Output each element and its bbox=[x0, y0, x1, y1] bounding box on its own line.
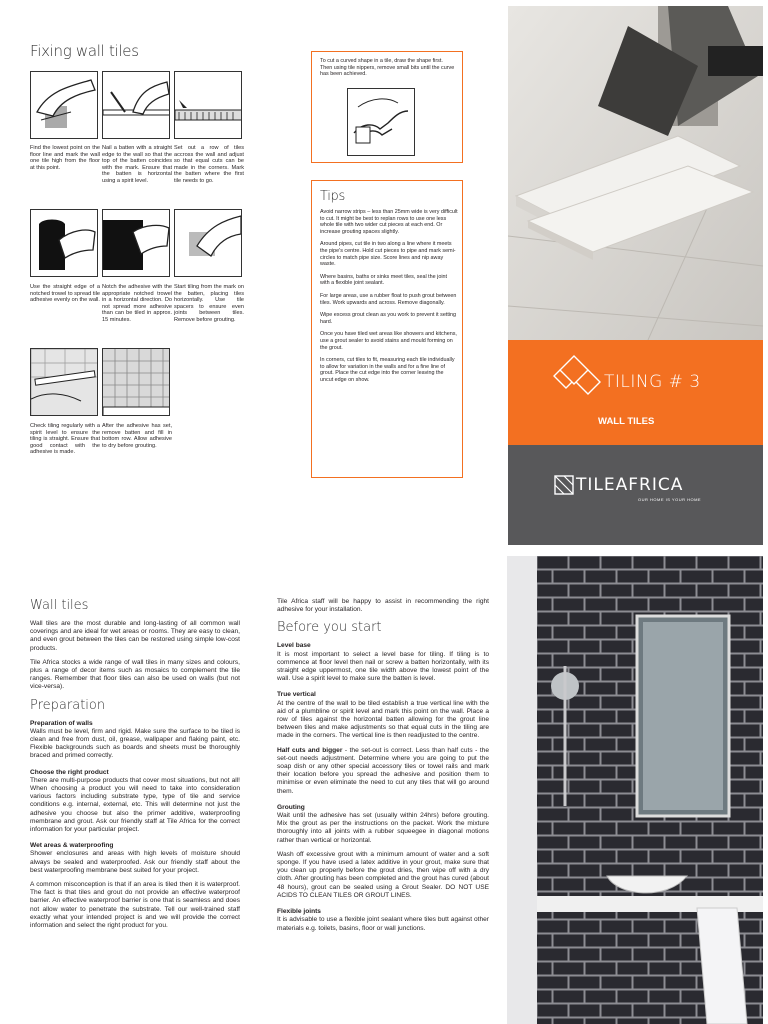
wall-tile bbox=[553, 710, 584, 723]
illustration-mark-wall bbox=[30, 71, 98, 139]
wall-tile bbox=[745, 934, 763, 947]
wall-tile bbox=[585, 794, 616, 807]
wall-tile bbox=[537, 948, 568, 961]
wall-tile bbox=[601, 976, 632, 989]
wall-tile bbox=[569, 584, 600, 597]
wall-tile bbox=[569, 556, 600, 569]
staff-assist-text: Tile Africa staff will be happy to assist in recommending the right adhesive for your installation. bbox=[277, 598, 489, 614]
wall-tile bbox=[633, 948, 664, 961]
true-vertical-heading: True vertical bbox=[277, 691, 316, 699]
wall-tile bbox=[729, 780, 760, 793]
wall-tile bbox=[729, 696, 760, 709]
half-cuts-heading: Half cuts and bigger bbox=[277, 746, 343, 754]
wall-tile bbox=[633, 556, 664, 569]
wall-tile bbox=[585, 822, 616, 835]
wall-tile bbox=[729, 668, 760, 681]
wall-tile bbox=[537, 808, 568, 821]
wall-tile bbox=[569, 976, 600, 989]
wall-tile bbox=[537, 584, 568, 597]
illustration-set-out-row bbox=[174, 71, 242, 139]
wall-tile bbox=[569, 836, 600, 849]
tileafrica-logo-icon bbox=[554, 475, 574, 495]
wall-tile bbox=[681, 850, 712, 863]
wall-tile bbox=[729, 612, 760, 625]
wall-tile bbox=[649, 598, 680, 611]
illustration-spirit-level bbox=[30, 348, 98, 416]
wall-tile bbox=[585, 710, 616, 723]
wall-tile bbox=[537, 780, 568, 793]
wall-tile bbox=[601, 668, 632, 681]
wall-tile bbox=[761, 752, 763, 765]
wall-tile bbox=[633, 836, 664, 849]
prep-product-text: There are multi-purpose products that cover most situations, but not all! When choosing a product you will need to take into consideration various factors including substrate type, type of tile and service conditions e.g. internal, external, etc. This will determine not just the adhesive you choose but also the primer additive, waterproofing membrane and grout. Ask our friendly staff at Tile Africa for the correct information for your particular project. bbox=[30, 776, 240, 834]
wall-tile bbox=[649, 570, 680, 583]
wall-tile bbox=[601, 1004, 632, 1017]
wall-tile bbox=[553, 654, 584, 667]
wall-tile bbox=[569, 724, 600, 737]
wall-tile bbox=[617, 598, 648, 611]
wall-tile bbox=[537, 1004, 568, 1017]
tip-item: Where basins, baths or sinks meet tiles, seal the joint with a flexible joint sealant. bbox=[320, 273, 448, 287]
wall-tile bbox=[585, 1018, 616, 1024]
wall-tile bbox=[729, 724, 760, 737]
wall-tile bbox=[633, 920, 664, 933]
wall-tile bbox=[553, 598, 584, 611]
wall-tile bbox=[537, 752, 568, 765]
wall-tile bbox=[761, 780, 763, 793]
wall-tile bbox=[761, 948, 763, 961]
wall-tile bbox=[569, 780, 600, 793]
wall-tile bbox=[585, 570, 616, 583]
prep-walls-heading: Preparation of walls bbox=[30, 719, 93, 727]
wall-tile bbox=[537, 836, 568, 849]
curve-cut-text: To cut a curved shape in a tile, draw the shape first. Then using tile nippers, remove small bits until the curve has been achieved. bbox=[320, 58, 455, 78]
wall-tile bbox=[585, 738, 616, 751]
wall-tile bbox=[713, 822, 744, 835]
wall-tile bbox=[553, 626, 584, 639]
wall-tile bbox=[729, 584, 760, 597]
wall-tile bbox=[553, 794, 584, 807]
wall-tile bbox=[633, 1004, 664, 1017]
wall-tile bbox=[617, 850, 648, 863]
wall-tile bbox=[665, 584, 696, 597]
tips-list bbox=[320, 209, 458, 389]
wall-tile bbox=[601, 752, 632, 765]
prep-walls-text: Walls must be level, firm and rigid. Make sure the surface to be tiled is clean and free from dust, oil, grease, wallpaper and flaking paint, etc. Flexible backgrounds such as boards and sheets must be thoroughly braced and primed correctly. bbox=[30, 727, 240, 760]
wall-tile bbox=[617, 570, 648, 583]
wall-tile bbox=[745, 682, 763, 695]
wall-tile bbox=[537, 976, 568, 989]
wall-tile bbox=[553, 990, 584, 1003]
wall-tile bbox=[745, 850, 763, 863]
wall-tile bbox=[729, 752, 760, 765]
wall-tile bbox=[601, 948, 632, 961]
wall-tile bbox=[617, 962, 648, 975]
wall-tile bbox=[537, 556, 568, 569]
wall-tile bbox=[553, 934, 584, 947]
wall-tile bbox=[761, 696, 763, 709]
wall-tile bbox=[569, 640, 600, 653]
illustration-nail-batten bbox=[102, 71, 170, 139]
fixing-title: Fixing wall tiles bbox=[30, 42, 139, 60]
wall-tile bbox=[601, 556, 632, 569]
wall-tile bbox=[569, 864, 600, 877]
half-cuts-text: - the set-out is correct. Less than half cuts - the set-out needs adjustment. Determine where you are going to put the soap dish or any other special accessory tiles or towel rails and mark their location before you spread the adhesive and position them to minimise or even eliminate the need to cut any tiles that will go around them. bbox=[277, 746, 489, 795]
wall-tile bbox=[601, 864, 632, 877]
wall-tile bbox=[729, 640, 760, 653]
tip-item: In corners, cut tiles to fit, measuring each tile individually to allow for variation in the walls and for a fine line of grout. Place the cut edge into the corner leaving the uncut edge on show. bbox=[320, 357, 455, 383]
wall-tile bbox=[665, 1004, 696, 1017]
wall-tile bbox=[729, 556, 760, 569]
wall-tile bbox=[601, 640, 632, 653]
prep-wet-heading: Wet areas & waterproofing bbox=[30, 842, 114, 850]
wall-tile bbox=[761, 584, 763, 597]
wall-tile bbox=[697, 864, 728, 877]
wall-tile bbox=[585, 766, 616, 779]
wall-tile bbox=[601, 780, 632, 793]
wall-tile bbox=[585, 598, 616, 611]
wall-tile bbox=[665, 864, 696, 877]
wall-tile bbox=[569, 920, 600, 933]
wall-tile bbox=[761, 640, 763, 653]
wall-tile bbox=[745, 794, 763, 807]
wall-tile bbox=[745, 822, 763, 835]
wall-tile bbox=[537, 640, 568, 653]
wall-tile bbox=[601, 584, 632, 597]
photo-bathroom bbox=[507, 556, 763, 1024]
tiling-logo-icon bbox=[552, 354, 608, 400]
wall-tile bbox=[665, 920, 696, 933]
wall-tile bbox=[569, 612, 600, 625]
curve-cut-box bbox=[311, 51, 463, 163]
wall-tile bbox=[745, 654, 763, 667]
wall-tile bbox=[569, 1004, 600, 1017]
before-start-heading: Before you start bbox=[277, 620, 382, 636]
wall-tile bbox=[553, 850, 584, 863]
wall-tile bbox=[697, 836, 728, 849]
wall-tile bbox=[745, 1018, 763, 1024]
flexible-joints-heading: Flexible joints bbox=[277, 908, 321, 916]
wall-tile bbox=[745, 962, 763, 975]
wall-tile bbox=[649, 1018, 680, 1024]
wall-tile bbox=[601, 696, 632, 709]
wall-tiles-heading: Wall tiles bbox=[30, 598, 89, 613]
wall-tile bbox=[569, 696, 600, 709]
wall-tile bbox=[745, 626, 763, 639]
brand-name: TILEAFRICA bbox=[576, 475, 684, 495]
wall-tile bbox=[649, 822, 680, 835]
wash-off-text: Wash off excessive grout with a minimum amount of water and a soft sponge. If you have used a latex additive in your grout, make sure that you clean up properly before the grout dries, then wipe off with a dry cloth. After grouting has been completed and the grout has cured (about 48 hours), grout can be sealed using a Grout Sealer. DO NOT USE ACIDS TO CLEAN TILES OR GROUT LINES. bbox=[277, 850, 489, 899]
preparation-heading: Preparation bbox=[30, 697, 106, 713]
wall-tile bbox=[649, 990, 680, 1003]
wall-tile bbox=[601, 920, 632, 933]
wall-tile bbox=[713, 878, 744, 891]
wall-tile bbox=[649, 850, 680, 863]
flexible-joints-text: It is advisable to use a flexible joint sealant where tiles butt against other materials e.g. toilets, basins, floor or wall junctions. bbox=[277, 916, 489, 932]
level-base-text: It is most important to select a level base for tiling. If tiling is to commence at floor level then nail or screw a batten horizontally, with its straight edge uppermost, one tile width above the lowest point of the wall. Use a spirit level to make sure the batten is level. bbox=[277, 650, 489, 683]
wall-tiles-paragraph: Tile Africa stocks a wide range of wall tiles in many sizes and colours, plus a range of decor items such as mosaics to complement the tile ranges. Remember that floor tiles can also be used on walls (but not vice-versa). bbox=[30, 658, 240, 691]
wall-tile bbox=[585, 990, 616, 1003]
wall-tile bbox=[761, 1004, 763, 1017]
wall-tile bbox=[761, 976, 763, 989]
before-you-start-column bbox=[277, 598, 489, 939]
wall-tile bbox=[761, 724, 763, 737]
wall-tile bbox=[601, 724, 632, 737]
true-vertical-text: At the centre of the wall to be tiled establish a true vertical line with the aid of a plumbline or spirit level and mark this point on the wall. Place a row of tiles against the horizontal batten allowing for the grout line between tiles and make adjustments so that equal cuts in the tiling are made in the corners. The vertical line is then readjusted to the centre. bbox=[277, 699, 489, 740]
caption-step-1: Find the lowest point on the floor line and mark the wall one tile high from the floor at this point. bbox=[30, 145, 100, 171]
wall-tiles-column bbox=[30, 596, 240, 936]
wall-tile bbox=[553, 822, 584, 835]
caption-step-7: Check tiling regularly with a spirit level to ensure the tiling is straight. Ensure that good contact with the adhesive is made. bbox=[30, 423, 100, 456]
caption-step-3: Set out a row of tiles accross the wall and adjust so that equal cuts can be made in the corners. Mark the batten where the first tile needs to go. bbox=[174, 145, 244, 184]
wall-tile bbox=[713, 570, 744, 583]
wall-tile bbox=[537, 612, 568, 625]
prep-wet-text: Shower enclosures and areas with high levels of moisture should always be sealed and waterproofed. Ask our friendly staff about the best waterproofing membrane best suited for your project. bbox=[30, 850, 240, 874]
brand-panel bbox=[508, 445, 763, 545]
tip-item: For large areas, use a rubber float to push grout between tiles. Work upwards and across. Remove diagonally. bbox=[320, 292, 457, 306]
wall-tile bbox=[665, 836, 696, 849]
level-base-heading: Level base bbox=[277, 642, 311, 650]
tip-item: Avoid narrow strips – less than 25mm wide is very difficult to cut. It might be best to replan rows to use one less whole tile with two wider cut pieces at each end. Or increase grouting spaces slightly. bbox=[320, 209, 458, 235]
wall-tile bbox=[761, 920, 763, 933]
tip-item: Wipe excess grout clean as you work to prevent it setting hard. bbox=[320, 312, 457, 325]
prep-product-heading: Choose the right product bbox=[30, 768, 109, 776]
wall-tile bbox=[553, 878, 584, 891]
grouting-text: Wait until the adhesive has set (usually within 24hrs) before grouting. Mix the grout as per the instructions on the packet. Work the mixture thoroughly into all joints with a rubber squeegee in diagonal motions rather than vertical or horizontal. bbox=[277, 812, 489, 844]
wall-tile bbox=[681, 822, 712, 835]
wall-tile bbox=[665, 976, 696, 989]
wall-tile bbox=[665, 948, 696, 961]
wall-tile bbox=[681, 570, 712, 583]
wall-tile bbox=[761, 864, 763, 877]
wall-tile bbox=[761, 836, 763, 849]
wall-tile bbox=[681, 878, 712, 891]
wall-tile bbox=[745, 710, 763, 723]
wall-tile bbox=[537, 724, 568, 737]
wall-tile bbox=[761, 556, 763, 569]
illustration-spread-adhesive bbox=[30, 209, 98, 277]
wall-tile bbox=[665, 556, 696, 569]
wall-tiles-subtitle: WALL TILES bbox=[598, 416, 655, 427]
wall-tile bbox=[585, 682, 616, 695]
caption-step-2: Nail a batten with a straight edge to the wall so that the top of the batten coincides with the mark. Ensure that the batten is horizontal using a spirit level. bbox=[102, 145, 172, 184]
illustration-start-tiling bbox=[174, 209, 242, 277]
wall-tile bbox=[729, 836, 760, 849]
caption-step-5: Notch the adhesive with the appropriate notched trowel in a horizontal direction. Do not spread more adhesive than can be tiled in approx. 15 minutes. bbox=[102, 284, 172, 323]
grouting-heading: Grouting bbox=[277, 803, 305, 811]
caption-step-8: After the adhesive has set, remove batten and fill in bottom row. Allow adhesive to dry before grouting. bbox=[102, 423, 172, 449]
illustration-tile-nippers bbox=[347, 88, 415, 156]
wall-tile bbox=[745, 878, 763, 891]
wall-tile bbox=[761, 612, 763, 625]
wall-tile bbox=[745, 598, 763, 611]
wall-tile bbox=[745, 766, 763, 779]
wall-tile bbox=[553, 962, 584, 975]
wall-tile bbox=[537, 920, 568, 933]
wall-tile bbox=[745, 738, 763, 751]
photo-tile-cutter bbox=[508, 6, 763, 340]
wall-tile bbox=[729, 808, 760, 821]
wall-tile bbox=[649, 962, 680, 975]
wall-tile bbox=[633, 976, 664, 989]
cover-title-panel bbox=[508, 340, 763, 445]
wall-tiles-paragraph: Wall tiles are the most durable and long-lasting of all common wall coverings and are ideal for wet areas or rooms. They are easy to clean, and even grout between the tiles can be restored using simple low-cost products. bbox=[30, 620, 240, 652]
caption-step-6: Start tiling from the mark on the batten, placing tiles horizontally. Use tile spacers to ensure even joints between tiles. Remove before grouting. bbox=[174, 284, 244, 323]
wall-tile bbox=[585, 962, 616, 975]
wall-tile bbox=[697, 584, 728, 597]
wall-tile bbox=[585, 654, 616, 667]
wall-tile bbox=[649, 934, 680, 947]
wall-tile bbox=[569, 752, 600, 765]
tiling-title: TILING # 3 bbox=[604, 372, 701, 392]
wall-tile bbox=[553, 738, 584, 751]
brand-tagline: OUR HOME IS YOUR HOME bbox=[638, 497, 702, 502]
wall-tile bbox=[729, 864, 760, 877]
wall-tile bbox=[537, 864, 568, 877]
illustration-remove-batten bbox=[102, 348, 170, 416]
wall-tile bbox=[617, 822, 648, 835]
wall-tile bbox=[569, 808, 600, 821]
wall-tile bbox=[617, 934, 648, 947]
wall-tile bbox=[713, 850, 744, 863]
tip-item: Once you have tiled wet areas like showers and kitchens, use a grout sealer to avoid stains and mould forming on the grout. bbox=[320, 331, 457, 351]
tip-item: Around pipes, cut tile in two along a line where it meets the pipe's centre. Hold cut pieces to pipe and mark semi-circles to match pipe size. Score lines and nip away waste. bbox=[320, 241, 456, 268]
wall-tile bbox=[633, 864, 664, 877]
wall-tile bbox=[697, 556, 728, 569]
wall-tile bbox=[569, 948, 600, 961]
wall-tile bbox=[553, 1018, 584, 1024]
wall-tile bbox=[617, 1018, 648, 1024]
wall-tile bbox=[553, 766, 584, 779]
wall-tile bbox=[601, 836, 632, 849]
wall-tile bbox=[681, 598, 712, 611]
wall-tile bbox=[713, 598, 744, 611]
wall-tile bbox=[761, 808, 763, 821]
wall-tile bbox=[585, 934, 616, 947]
tips-title: Tips bbox=[320, 189, 345, 204]
wall-tile bbox=[585, 626, 616, 639]
wall-tile bbox=[745, 570, 763, 583]
prep-misconception-text: A common misconception is that if an area is tiled then it is waterproof. The fact is that tiles and grout do not provide an effective waterproof barrier. An effective waterproof barrier is one that is seamless and does not allow water to penetrate the substrate. Tell our well-trained staff exactly what your intended project is and we will provide the correct information and select the right product for you. bbox=[30, 881, 240, 930]
wall-tile bbox=[601, 612, 632, 625]
wall-tile bbox=[553, 570, 584, 583]
wall-tile bbox=[585, 850, 616, 863]
wall-tile bbox=[633, 584, 664, 597]
tips-box bbox=[311, 180, 463, 478]
wall-tile bbox=[617, 990, 648, 1003]
caption-step-4: Use the straight edge of a notched trowel to spread tile adhesive evenly on the wall. bbox=[30, 284, 100, 304]
wall-tile bbox=[601, 808, 632, 821]
wall-tile bbox=[745, 990, 763, 1003]
illustration-notch-adhesive bbox=[102, 209, 170, 277]
wall-tile bbox=[761, 668, 763, 681]
